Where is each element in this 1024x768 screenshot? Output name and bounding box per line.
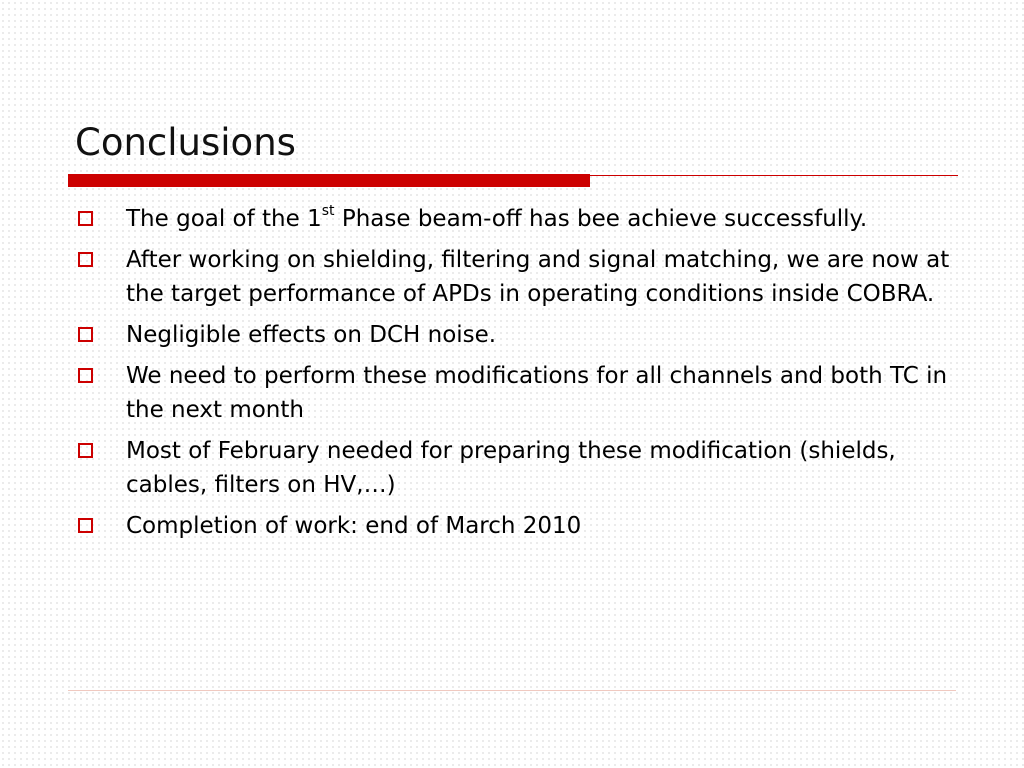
hollow-square-bullet-icon (78, 518, 93, 533)
bullet-item (76, 434, 956, 502)
bullet-item (76, 509, 956, 543)
bullet-text-part: The goal of the 1 (126, 206, 322, 232)
bullet-item (76, 318, 956, 352)
hollow-square-bullet-icon (78, 327, 93, 342)
bullet-text: Negligible effects on DCH noise. (126, 322, 497, 348)
bullet-text: We need to perform these modifications for all channels and both TC in the next month (126, 363, 948, 423)
title-underline (68, 174, 958, 188)
ordinal-superscript: st (321, 203, 335, 220)
bullet-text (126, 203, 868, 232)
bullet-text-part: Phase beam-off has bee achieve successfully. (334, 206, 868, 232)
hollow-square-bullet-icon (78, 443, 93, 458)
footer-divider (68, 690, 956, 691)
hollow-square-bullet-icon (78, 211, 93, 226)
hollow-square-bullet-icon (78, 368, 93, 383)
bullet-text: After working on shielding, filtering and signal matching, we are now at the target performance of APDs in operating conditions inside COBRA. (126, 247, 950, 307)
bullet-item (76, 243, 956, 311)
bullet-list (76, 202, 956, 550)
bullet-item (76, 202, 956, 236)
title-underline-thin (590, 175, 958, 176)
slide-title: Conclusions (75, 121, 296, 164)
bullet-text: Completion of work: end of March 2010 (126, 513, 582, 539)
title-underline-thick (68, 174, 590, 187)
bullet-text: Most of February needed for preparing these modification (shields, cables, filters on HV,…) (126, 438, 896, 498)
bullet-item (76, 359, 956, 427)
hollow-square-bullet-icon (78, 252, 93, 267)
